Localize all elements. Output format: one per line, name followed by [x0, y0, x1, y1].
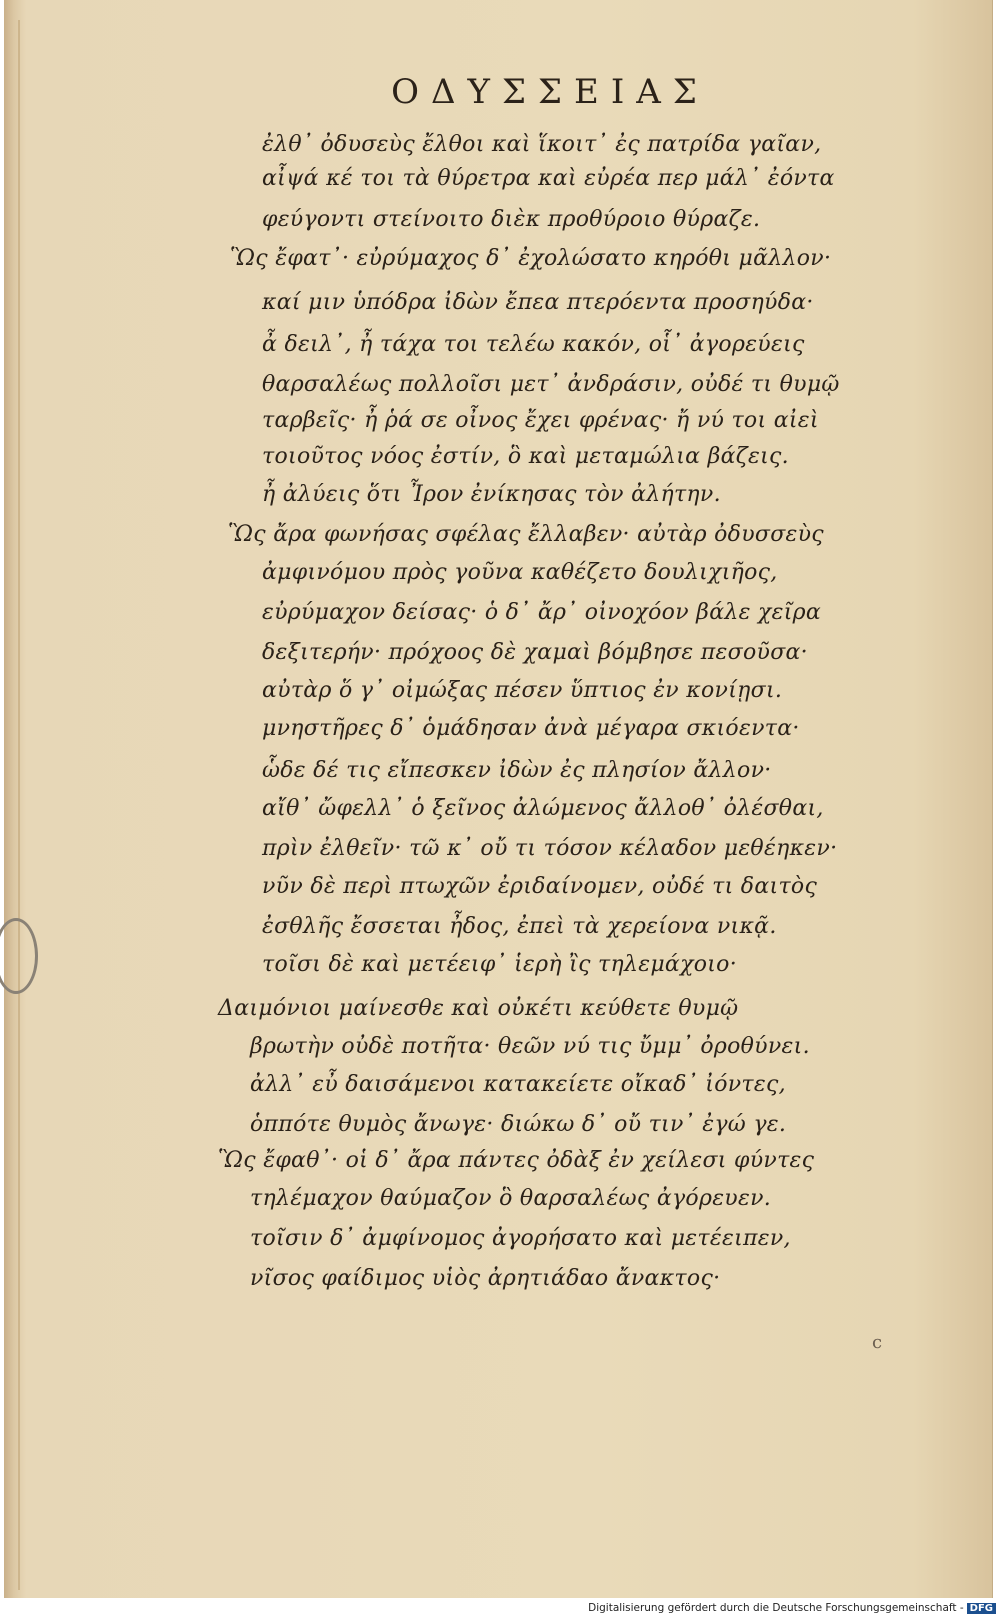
page-gutter — [18, 20, 20, 1590]
verse-line: βρωτὴν οὐδὲ ποτῆτα· θεῶν νύ τις ὔμμ᾽ ὀροθύνει. — [250, 1034, 810, 1059]
verse-line: Δαιμόνιοι μαίνεσθε καὶ οὐκέτι κεύθετε θυμῷ — [218, 996, 739, 1021]
verse-line: τοῖσιν δ᾽ ἀμφίνομος ἀγορήσατο καὶ μετέειπεν, — [250, 1226, 791, 1251]
verse-line: Ὣς ἄρα φωνήσας σφέλας ἔλλαβεν· αὐτὰρ ὀδυσσεὺς — [228, 522, 824, 547]
verse-line: καί μιν ὑπόδρα ἰδὼν ἔπεα πτερόεντα προσηύδα· — [262, 290, 814, 315]
verse-line: αἶψά κέ τοι τὰ θύρετρα καὶ εὐρέα περ μάλ᾽ ἐόντα — [262, 166, 835, 191]
verse-line: ἆ δειλ᾽, ἦ τάχα τοι τελέω κακόν, οἷ᾽ ἀγορεύεις — [262, 332, 805, 357]
dfg-logo: DFG — [967, 1603, 996, 1614]
verse-line: εὐρύμαχον δείσας· ὁ δ᾽ ἄρ᾽ οἰνοχόον βάλε χεῖρα — [262, 600, 822, 625]
verse-line: Ὣς ἔφαθ᾽· οἱ δ᾽ ἄρα πάντες ὀδὰξ ἐν χείλεσι φύντες — [218, 1148, 815, 1173]
digitization-credit — [540, 1602, 996, 1620]
verse-line: ταρβεῖς· ἦ ῥά σε οἶνος ἔχει φρένας· ἤ νύ τοι αἰεὶ — [262, 408, 819, 433]
margin-mark: c — [872, 1332, 883, 1353]
verse-line: νῖσος φαίδιμος υἱὸς ἀρητιάδαο ἄνακτος· — [250, 1266, 721, 1291]
verse-line: τηλέμαχον θαύμαζον ὃ θαρσαλέως ἀγόρευεν. — [250, 1186, 772, 1211]
verse-line: αὐτὰρ ὅ γ᾽ οἰμώξας πέσεν ὕπτιος ἐν κονίῃσι. — [262, 678, 783, 703]
verse-line: δεξιτερήν· πρόχοος δὲ χαμαὶ βόμβησε πεσοῦσα· — [262, 640, 808, 665]
verse-line: Ὣς ἔφατ᾽· εὐρύμαχος δ᾽ ἐχολώσατο κηρόθι μᾶλλον· — [230, 246, 832, 271]
verse-line: ἀλλ᾽ εὖ δαισάμενοι κατακείετε οἴκαδ᾽ ἰόντες, — [250, 1072, 786, 1097]
verse-line: τοῖσι δὲ καὶ μετέειφ᾽ ἱερὴ ἲς τηλεμάχοιο· — [262, 952, 738, 977]
verse-line: μνηστῆρες δ᾽ ὁμάδησαν ἀνὰ μέγαρα σκιόεντα· — [262, 716, 800, 741]
credit-text: Digitalisierung gefördert durch die Deutsche Forschungsgemeinschaft - — [588, 1602, 964, 1614]
verse-line: φεύγοντι στείνοιτο διὲκ προθύροιο θύραζε. — [262, 207, 761, 232]
running-title: ΟΔΥΣΣΕΙΑΣ — [391, 72, 709, 112]
verse-line: ἐσθλῆς ἔσσεται ἦδος, ἐπεὶ τὰ χερείονα νικᾷ. — [262, 914, 777, 939]
verse-line: ὧδε δέ τις εἴπεσκεν ἰδὼν ἐς πλησίον ἄλλον· — [262, 758, 772, 783]
verse-line: ἦ ἀλύεις ὅτι Ἶρον ἐνίκησας τὸν ἀλήτην. — [262, 482, 721, 507]
verse-line: ἐλθ᾽ ὀδυσεὺς ἔλθοι καὶ ἵκοιτ᾽ ἐς πατρίδα γαῖαν, — [262, 132, 822, 157]
verse-line: ὁππότε θυμὸς ἄνωγε· διώκω δ᾽ οὔ τιν᾽ ἐγώ γε. — [250, 1112, 787, 1137]
verse-line: τοιοῦτος νόος ἐστίν, ὃ καὶ μεταμώλια βάζεις. — [262, 444, 789, 469]
verse-line: αἴθ᾽ ὤφελλ᾽ ὁ ξεῖνος ἀλώμενος ἄλλοθ᾽ ὀλέσθαι, — [262, 796, 824, 821]
verse-line: θαρσαλέως πολλοῖσι μετ᾽ ἀνδράσιν, οὐδέ τι θυμῷ — [262, 372, 840, 397]
verse-line: πρὶν ἐλθεῖν· τῶ κ᾽ οὔ τι τόσον κέλαδον μεθέηκεν· — [262, 836, 838, 861]
verse-line: νῦν δὲ περὶ πτωχῶν ἐριδαίνομεν, οὐδέ τι δαιτὸς — [262, 874, 818, 899]
verse-line: ἀμφινόμου πρὸς γοῦνα καθέζετο δουλιχιῆος, — [262, 560, 778, 585]
